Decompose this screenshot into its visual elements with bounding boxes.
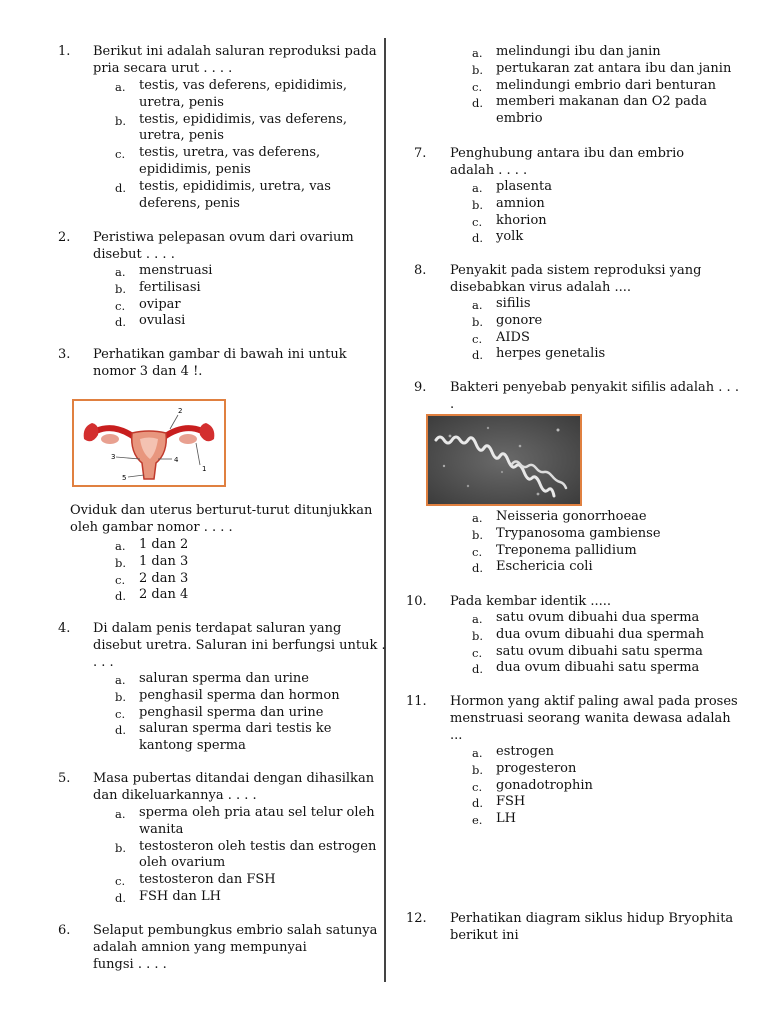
question-number: 2. (58, 230, 71, 245)
option-letter: d. (472, 231, 484, 246)
question-7 (388, 146, 768, 246)
option-text: pertukaran zat antara ibu dan janin (496, 60, 732, 76)
question-text (450, 594, 611, 611)
option-letter: d. (115, 723, 127, 738)
option-text: 2 dan 4 (139, 587, 189, 603)
option-text: wanita (139, 821, 184, 837)
question-text-line: Perhatikan gambar di bawah ini untuk (93, 347, 347, 362)
option-text: dua ovum dibuahi satu sperma (496, 660, 700, 676)
option-text: satu ovum dibuahi dua sperma (496, 610, 700, 625)
option-letter: c. (115, 874, 126, 889)
option-text: 1 dan 3 (139, 553, 189, 569)
option-letter: c. (115, 706, 126, 721)
option-text: 2 dan 3 (139, 570, 189, 586)
question-number: 1. (58, 44, 71, 59)
question-11 (388, 694, 768, 834)
option-letter: c. (115, 147, 126, 162)
question-number: 7. (414, 146, 427, 161)
option-letter: a. (472, 298, 483, 312)
option-letter: c. (472, 779, 483, 794)
question-text-line: Pada kembar identik ..... (450, 594, 612, 609)
option-letter: a. (115, 539, 126, 553)
question-text (93, 621, 386, 671)
option-text: melindungi ibu dan janin (496, 44, 661, 59)
option-text: deferens, penis (139, 195, 240, 211)
option-text: FSH dan LH (139, 888, 221, 904)
option-text: 1 dan 2 (139, 537, 189, 552)
question-number: 12. (406, 911, 427, 926)
option-letter: d. (472, 348, 484, 363)
question-3 (0, 347, 384, 387)
option-letter: b. (472, 527, 484, 542)
question-text-line: Berikut ini adalah saluran reproduksi pada (93, 44, 377, 59)
option-text: testosteron dan FSH (139, 872, 276, 888)
question-8 (388, 263, 768, 363)
question-text-line: oleh gambar nomor . . . . (70, 519, 233, 535)
option-text: khorion (496, 212, 547, 228)
question-text-line: ... (450, 727, 463, 743)
question-text-line: Perhatikan diagram siklus hidup Bryophita (450, 911, 734, 926)
question-number: 9. (414, 380, 427, 395)
option-letter: b. (472, 762, 484, 777)
question-text (93, 230, 354, 264)
question-3-prompt (0, 503, 384, 603)
option-letter: d. (472, 662, 484, 677)
option-text: embrio (496, 111, 543, 127)
question-text-line: Selaput pembungkus embrio salah satunya (93, 923, 378, 938)
option-text: memberi makanan dan O2 pada (496, 94, 707, 110)
question-text-line: . . . (93, 654, 114, 670)
option-letter: b. (115, 555, 127, 570)
option-text: sifilis (496, 296, 531, 311)
option-letter: c. (472, 214, 483, 229)
question-9 (388, 380, 768, 416)
question-number: 3. (58, 347, 71, 362)
question-text-line: disebut . . . . (93, 246, 175, 262)
option-letter: d. (115, 589, 127, 604)
question-text (450, 694, 738, 744)
question-text (93, 347, 347, 381)
option-text: melindungi embrio dari benturan (496, 77, 716, 93)
option-text: epididimis, penis (139, 161, 251, 177)
question-text-line: Peristiwa pelepasan ovum dari ovarium (93, 230, 354, 245)
question-text (93, 923, 377, 973)
option-text: Trypanosoma gambiense (496, 525, 661, 541)
option-text: uretra, penis (139, 94, 224, 110)
question-text-line: nomor 3 dan 4 !. (93, 363, 203, 379)
option-text: menstruasi (139, 263, 213, 278)
option-letter: b. (115, 689, 127, 704)
option-letter: c. (472, 645, 483, 660)
option-letter: b. (115, 281, 127, 296)
option-letter: d. (115, 890, 127, 905)
option-text: saluran sperma dari testis ke (139, 721, 332, 737)
option-letter: b. (472, 62, 484, 77)
option-letter: e. (472, 813, 483, 828)
question-text-line: Hormon yang aktif paling awal pada proses (450, 694, 738, 709)
question-10 (388, 594, 768, 684)
figure-label-4: 4 (174, 456, 179, 464)
option-text: uretra, penis (139, 128, 224, 144)
figure-label-2: 2 (178, 407, 183, 415)
question-text (450, 911, 733, 945)
option-text: Neisseria gonorrhoeae (496, 509, 647, 524)
option-text: estrogen (496, 744, 555, 759)
question-6 (0, 923, 384, 983)
option-letter: c. (472, 331, 483, 346)
option-text: Eschericia coli (496, 559, 593, 575)
option-text: sperma oleh pria atau sel telur oleh (139, 805, 375, 820)
option-text: gonadotrophin (496, 777, 593, 793)
option-letter: a. (115, 265, 126, 279)
question-text-line: berikut ini (450, 927, 519, 943)
option-text: ovipar (139, 296, 181, 312)
option-text: satu ovum dibuahi satu sperma (496, 643, 703, 659)
question-text-line: dan dikeluarkannya . . . . (93, 787, 257, 803)
question-1 (0, 44, 384, 214)
option-text: kantong sperma (139, 738, 246, 754)
option-letter: a. (472, 46, 483, 60)
option-text: oleh ovarium (139, 855, 226, 871)
option-letter: a. (472, 181, 483, 195)
option-letter: a. (115, 807, 126, 821)
question-12 (388, 911, 768, 951)
spirochete-illustration (428, 416, 580, 504)
option-letter: b. (472, 197, 484, 212)
option-letter: c. (115, 298, 126, 313)
option-letter: d. (115, 315, 127, 330)
question-number: 5. (58, 771, 71, 786)
option-text: testis, epididimis, vas deferens, (139, 111, 347, 127)
option-text: gonore (496, 312, 543, 328)
question-text-line: Penyakit pada sistem reproduksi yang (450, 263, 702, 278)
option-text: FSH (496, 794, 526, 810)
option-letter: c. (472, 79, 483, 94)
figure-label-5: 5 (122, 474, 127, 482)
question-4 (0, 621, 384, 761)
figure-label-1: 1 (202, 465, 207, 473)
question-text-line: Oviduk dan uterus berturut-turut ditunjukkan (70, 503, 373, 518)
question-text (93, 771, 374, 805)
uterus-diagram (72, 399, 226, 487)
option-text: yolk (496, 229, 524, 245)
question-text-line: menstruasi seorang wanita dewasa adalah (450, 710, 731, 726)
question-text-line: . (450, 396, 455, 412)
option-letter: d. (472, 561, 484, 576)
question-text-line: adalah amnion yang mempunyai (93, 939, 307, 955)
option-letter: c. (115, 572, 126, 587)
option-text: fertilisasi (139, 279, 201, 295)
option-letter: c. (472, 544, 483, 559)
treponema-micrograph (426, 414, 582, 506)
question-text-line: Penghubung antara ibu dan embrio (450, 146, 685, 161)
question-text-line: disebabkan virus adalah .... (450, 279, 632, 295)
female-reproductive-organs-illustration (74, 401, 224, 485)
option-letter: a. (115, 673, 126, 687)
option-letter: b. (472, 314, 484, 329)
option-text: ovulasi (139, 313, 186, 329)
option-text: penghasil sperma dan urine (139, 704, 324, 720)
question-number: 6. (58, 923, 71, 938)
question-text-line: Masa pubertas ditandai dengan dihasilkan (93, 771, 375, 786)
option-letter: a. (472, 612, 483, 626)
option-text: testis, epididimis, uretra, vas (139, 178, 331, 194)
option-text: testis, vas deferens, epididimis, (139, 78, 347, 93)
question-2 (0, 230, 384, 330)
question-number: 11. (406, 694, 427, 709)
question-text-line: Bakteri penyebab penyakit sifilis adalah . . . (450, 380, 739, 395)
option-text: saluran sperma dan urine (139, 671, 309, 686)
question-text (450, 380, 739, 414)
option-letter: b. (472, 628, 484, 643)
option-letter: d. (472, 796, 484, 811)
option-letter: a. (115, 80, 126, 94)
option-text: plasenta (496, 179, 552, 194)
question-text-line: pria secara urut . . . . (93, 60, 233, 76)
figure-label-3: 3 (111, 453, 116, 461)
question-text (70, 503, 372, 537)
question-number: 4. (58, 621, 71, 636)
option-text: LH (496, 811, 516, 827)
option-text: herpes genetalis (496, 346, 606, 362)
option-text: penghasil sperma dan hormon (139, 687, 340, 703)
option-letter: b. (115, 840, 127, 855)
question-text (93, 44, 377, 78)
option-text: testosteron oleh testis dan estrogen (139, 838, 377, 854)
question-text (450, 146, 684, 180)
option-text: progesteron (496, 760, 577, 776)
option-text: AIDS (496, 329, 530, 345)
question-number: 8. (414, 263, 427, 278)
option-text: Treponema pallidium (496, 542, 637, 558)
option-text: testis, uretra, vas deferens, (139, 145, 321, 161)
question-text-line: Di dalam penis terdapat saluran yang (93, 621, 342, 636)
question-text-line: fungsi . . . . (93, 956, 167, 972)
option-letter: a. (472, 746, 483, 760)
question-number: 10. (406, 594, 427, 609)
option-text: amnion (496, 195, 545, 211)
option-text: dua ovum dibuahi dua spermah (496, 626, 705, 642)
question-5 (0, 771, 384, 911)
question-text (450, 263, 701, 297)
question-text-line: adalah . . . . (450, 162, 528, 178)
option-letter: d. (472, 96, 484, 111)
option-letter: a. (472, 511, 483, 525)
question-text-line: disebut uretra. Saluran ini berfungsi untuk . (93, 637, 386, 653)
column-divider (384, 38, 386, 982)
option-letter: b. (115, 113, 127, 128)
option-letter: d. (115, 180, 127, 195)
